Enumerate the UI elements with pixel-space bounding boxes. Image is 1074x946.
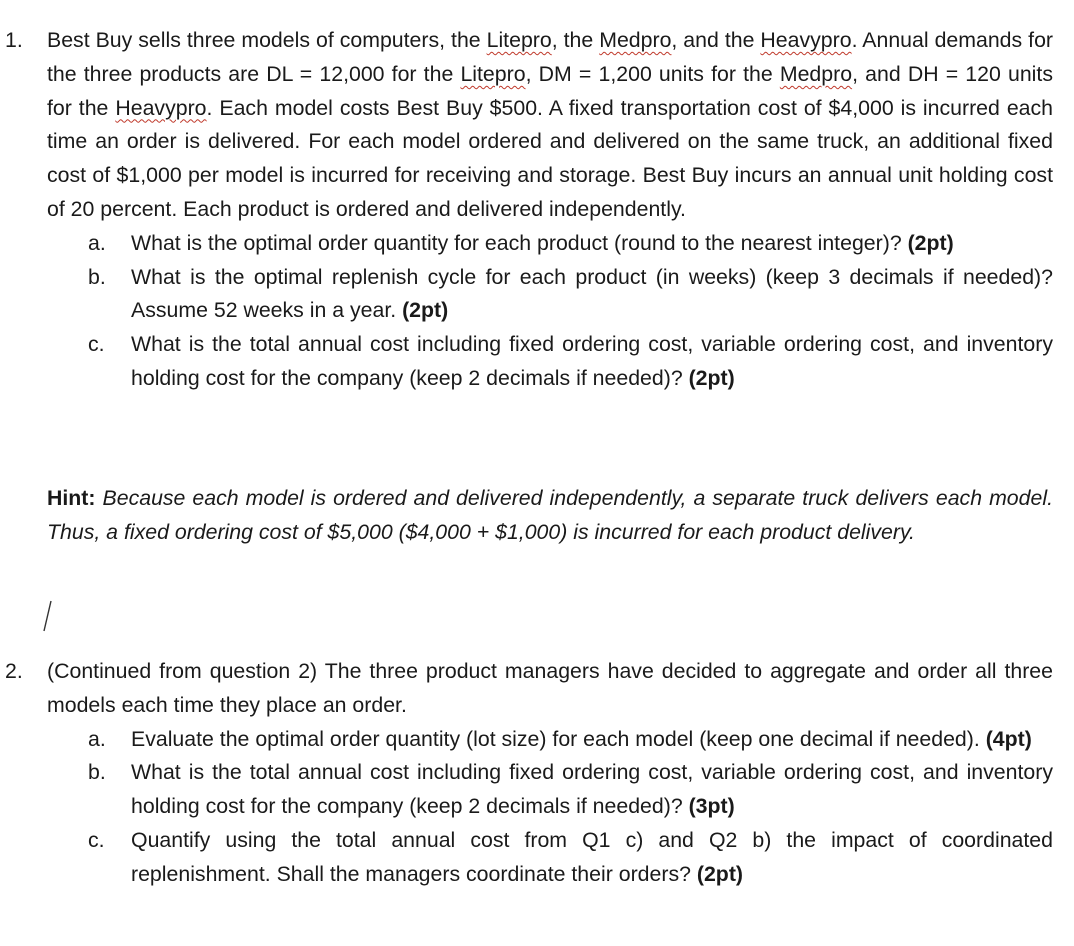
intro-text: , and the xyxy=(671,28,761,52)
intro-text: , and DH = 120 units for the xyxy=(47,61,1053,120)
sub-question-c xyxy=(88,328,1053,396)
product-name-litepro: Litepro xyxy=(460,61,526,86)
sub-question-text: What is the total annual cost including fixed ordering cost, variable ordering cost, and inventory holding cost for the company (keep 2 decimals if needed)? xyxy=(131,760,1053,819)
points-badge: (2pt) xyxy=(696,861,744,886)
hint-text: Because each model is ordered and delivered independently, a separate truck delivers each model. Thus, a fixed ordering cost of $5,000 ($4,000 + $1,000) is incurred for each product delivery. xyxy=(47,486,1053,544)
question-intro xyxy=(47,24,1053,227)
sub-question-label: a. xyxy=(88,230,106,255)
sub-question-a xyxy=(88,227,1053,261)
intro-text: , DM = 1,200 units for the xyxy=(525,61,780,86)
points-badge: (2pt) xyxy=(688,365,735,390)
points-badge: (2pt) xyxy=(402,298,449,323)
hint-label: Hint: xyxy=(47,486,96,510)
hint-paragraph xyxy=(47,482,1053,550)
question-number: 2. xyxy=(5,659,23,683)
question-intro: (Continued from question 2) The three product managers have decided to aggregate and order all three models each time they place an order. xyxy=(47,659,1053,717)
product-name-medpro: Medpro xyxy=(599,28,672,52)
points-badge: (2pt) xyxy=(907,230,954,255)
sub-question-text: What is the optimal replenish cycle for each product (in weeks) (keep 3 decimals if needed)? Assume 52 weeks in a year. xyxy=(131,264,1053,323)
question-2 xyxy=(0,655,1074,892)
product-name-litepro: Litepro xyxy=(486,28,552,52)
sub-question-label: c. xyxy=(88,827,105,852)
product-name-medpro: Medpro xyxy=(779,61,853,86)
sub-question-a xyxy=(88,723,1053,757)
sub-question-c xyxy=(88,824,1053,892)
sub-question-b xyxy=(88,756,1053,824)
sub-question-text: Quantify using the total annual cost from Q1 c) and Q2 b) the impact of coordinated replenishment. Shall the managers coordinate their orders? xyxy=(131,827,1053,886)
sub-question-text: Evaluate the optimal order quantity (lot size) for each model (keep one decimal if needed). xyxy=(131,726,986,751)
sub-question-label: a. xyxy=(88,726,106,751)
question-number: 1. xyxy=(5,28,23,52)
sub-question-text: What is the total annual cost including fixed ordering cost, variable ordering cost, and inventory holding cost for the company (keep 2 decimals if needed)? xyxy=(131,332,1053,390)
intro-text: . Annual demands for the three products are DL = 12,000 for the xyxy=(47,28,1053,86)
points-badge: (3pt) xyxy=(688,794,735,819)
points-badge: (4pt) xyxy=(985,726,1032,751)
text-cursor-icon xyxy=(38,598,58,634)
sub-question-label: b. xyxy=(88,264,106,289)
sub-question-label: c. xyxy=(88,332,105,357)
product-name-heavypro: Heavypro xyxy=(760,28,852,52)
intro-text: . Each model costs Best Buy $500. A fixed transportation cost of $4,000 is incurred each time an order is delivered. For each model ordered and delivered on the same truck, an additional fixed cost of $1,000 per model is incurred for receiving and storage. Best Buy incurs an annual unit holding cost of 20 percent. Each product is ordered and delivered independently. xyxy=(47,95,1053,221)
intro-text: , the xyxy=(551,28,600,52)
intro-text: Best Buy sells three models of computers, the xyxy=(47,28,487,52)
product-name-heavypro: Heavypro xyxy=(115,95,207,120)
sub-question-text: What is the optimal order quantity for each product (round to the nearest integer)? xyxy=(131,230,908,255)
question-1 xyxy=(0,24,1074,396)
sub-question-label: b. xyxy=(88,760,106,785)
sub-question-b xyxy=(88,261,1053,329)
